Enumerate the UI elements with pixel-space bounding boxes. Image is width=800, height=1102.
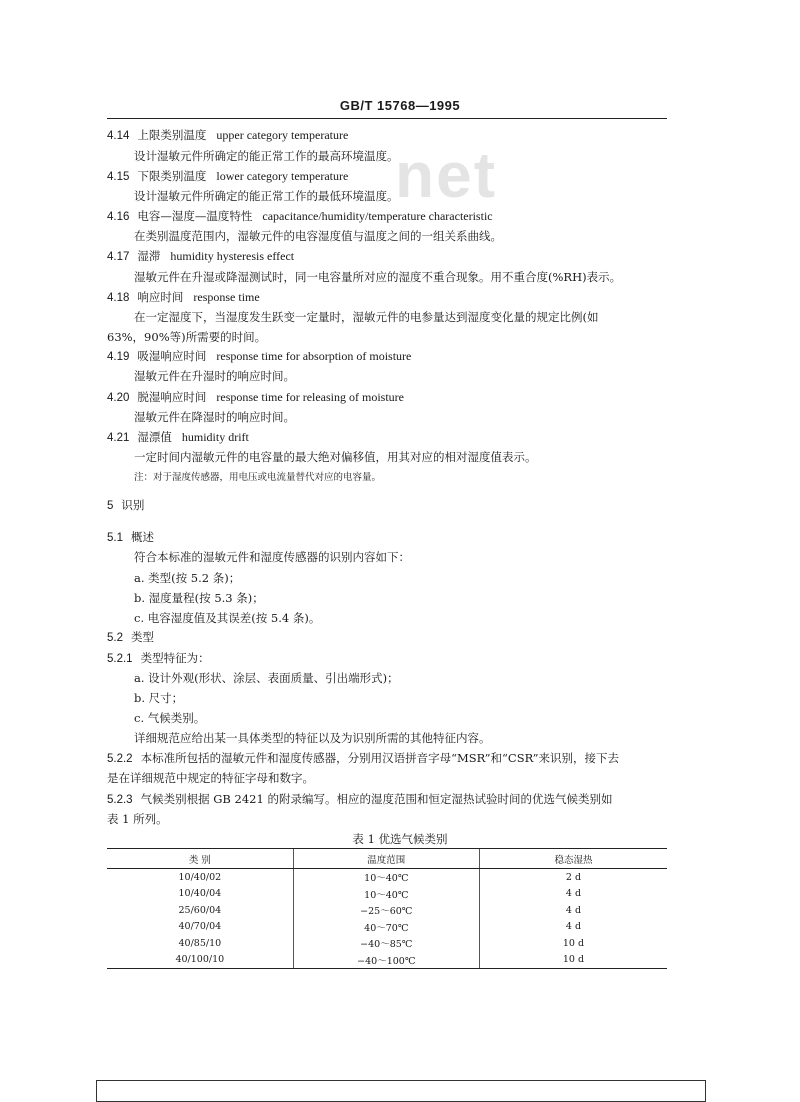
body-text: 详细规范应给出某一具体类型的特征以及为识别所需的其他特征内容。 xyxy=(134,731,491,745)
table-cell: 40/70/04 xyxy=(178,921,222,933)
table-cell: 10～40℃ xyxy=(293,869,479,886)
column-header: 稳态湿热 xyxy=(479,849,667,869)
term-4-17: 4.17 湿滞 humidity hysteresis effect xyxy=(107,249,295,263)
definition-text: 在一定湿度下，当湿度发生跃变一定量时，湿敏元件的电参量达到湿度变化量的规定比例(如 xyxy=(134,310,599,324)
table-row xyxy=(107,869,667,886)
note-text: 注：对于湿度传感器，用电压或电流量替代对应的电容量。 xyxy=(134,472,382,483)
table-cell: 40/100/10 xyxy=(107,952,293,969)
section-5-heading: 5 识别 xyxy=(107,498,145,512)
definition-text: 设计湿敏元件所确定的能正常工作的最高环境温度。 xyxy=(134,149,399,163)
body-text: 表 1 所列。 xyxy=(107,812,168,826)
body-text: 是在详细规范中规定的特征字母和数字。 xyxy=(107,771,314,785)
list-item: b. 湿度量程(按 5.3 条)； xyxy=(134,591,264,605)
table-cell: 4 d xyxy=(479,902,667,919)
definition-text: 设计湿敏元件所确定的能正常工作的最低环境温度。 xyxy=(134,189,399,203)
term-4-15: 4.15 下限类别温度 lower category temperature xyxy=(107,169,349,183)
header-divider xyxy=(107,118,667,119)
definition-text: 湿敏元件在升湿或降湿测试时，同一电容量所对应的湿度不重合现象。用不重合度(%RH)表示。 xyxy=(134,270,622,284)
definition-text: 湿敏元件在升湿时的响应时间。 xyxy=(134,369,295,383)
table-caption: 表 1 优选气候类别 xyxy=(352,832,448,846)
list-item: c. 电容湿度值及其误差(按 5.4 条)。 xyxy=(134,611,321,625)
term-4-19: 4.19 吸湿响应时间 response time for absorption of moisture xyxy=(107,349,412,363)
table-cell: 2 d xyxy=(479,869,667,886)
table-cell: 4 d xyxy=(479,919,667,936)
table-cell: 40～70℃ xyxy=(293,919,479,936)
list-item: a. 类型(按 5.2 条)； xyxy=(134,571,241,585)
table-row xyxy=(107,919,667,936)
table-row xyxy=(107,935,667,952)
table-cell: −40～85℃ xyxy=(293,935,479,952)
table-row xyxy=(107,902,667,919)
table-cell: 10 d xyxy=(479,952,667,969)
body-text: 符合本标准的湿敏元件和湿度传感器的识别内容如下： xyxy=(134,550,410,564)
table-cell: −40～100℃ xyxy=(293,952,479,969)
bottom-frame-border xyxy=(96,1080,706,1102)
list-item: a. 设计外观(形状、涂层、表面质量、引出端形式)； xyxy=(134,671,399,685)
page-header-code: GB/T 15768—1995 xyxy=(339,98,461,113)
table-cell: 4 d xyxy=(479,886,667,903)
column-header: 温度范围 xyxy=(293,849,479,869)
table-header-row xyxy=(107,849,667,869)
table-cell: 10 d xyxy=(479,935,667,952)
column-header: 类 别 xyxy=(107,849,293,869)
climate-category-table xyxy=(107,848,667,969)
definition-text: 湿敏元件在降湿时的响应时间。 xyxy=(134,410,295,424)
list-item: c. 气候类别。 xyxy=(134,711,206,725)
table-cell: 10～40℃ xyxy=(293,886,479,903)
table-cell: 25/60/04 xyxy=(178,904,222,916)
table-row xyxy=(107,952,667,969)
table-row xyxy=(107,886,667,903)
clause-5-2-heading: 5.2 类型 xyxy=(107,630,154,644)
list-item: b. 尺寸； xyxy=(134,691,184,705)
watermark: net xyxy=(395,139,497,211)
clause-5-2-2: 5.2.2 本标准所包括的湿敏元件和湿度传感器，分别用汉语拼音字母“MSR”和“CSR”来识别，接下去 xyxy=(107,751,619,765)
clause-5-1-heading: 5.1 概述 xyxy=(107,530,154,544)
term-4-20: 4.20 脱湿响应时间 response time for releasing of moisture xyxy=(107,390,405,404)
table-cell: 10/40/04 xyxy=(178,888,222,900)
term-4-21: 4.21 湿漂值 humidity drift xyxy=(107,430,249,444)
definition-text: 在类别温度范围内，湿敏元件的电容湿度值与温度之间的一组关系曲线。 xyxy=(134,229,502,243)
term-4-14: 4.14 上限类别温度 upper category temperature xyxy=(107,128,349,142)
term-4-16: 4.16 电容—湿度—温度特性 capacitance/humidity/temperature characteristic xyxy=(107,209,493,223)
table-cell: −25～60℃ xyxy=(293,902,479,919)
table-cell: 40/85/10 xyxy=(178,937,222,949)
clause-5-2-1-heading: 5.2.1 类型特征为： xyxy=(107,651,210,665)
definition-text: 63%，90%等)所需要的时间。 xyxy=(107,330,267,344)
clause-5-2-3: 5.2.3 气候类别根据 GB 2421 的附录编写。相应的湿度范围和恒定湿热试验时间的优选气候类别如 xyxy=(107,792,613,806)
term-4-18: 4.18 响应时间 response time xyxy=(107,290,260,304)
table-cell: 10/40/02 xyxy=(178,871,222,883)
definition-text: 一定时间内湿敏元件的电容量的最大绝对偏移值，用其对应的相对湿度值表示。 xyxy=(134,450,537,464)
